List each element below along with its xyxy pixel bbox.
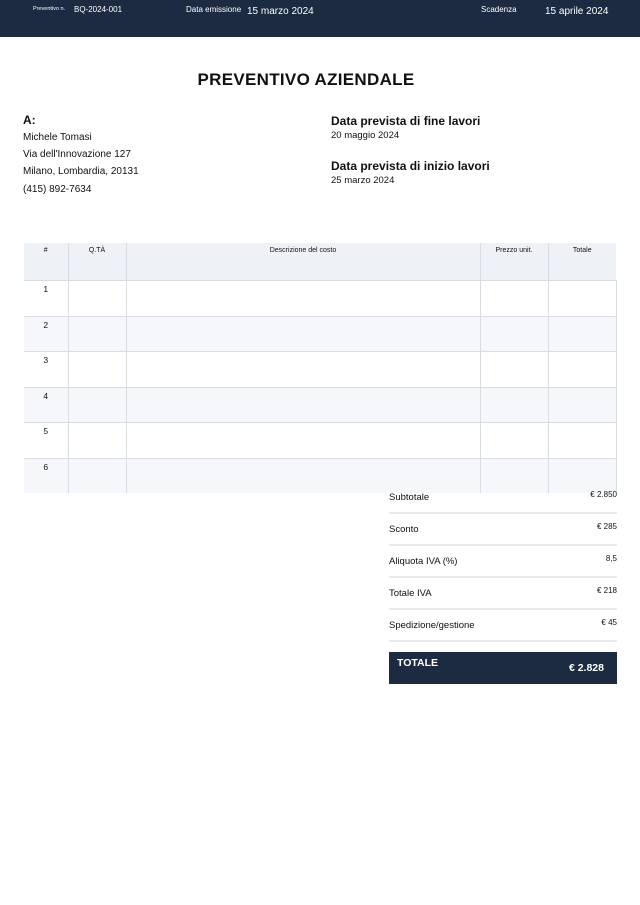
start-date-label: Data prevista di inizio lavori bbox=[331, 159, 490, 173]
row-quantity[interactable] bbox=[68, 316, 126, 352]
issue-date-label: Data emissione bbox=[186, 5, 242, 14]
vat-rate-label: Aliquota IVA (%) bbox=[389, 556, 458, 567]
row-unit-price[interactable] bbox=[480, 316, 548, 352]
page-title: PREVENTIVO AZIENDALE bbox=[197, 70, 415, 89]
table-row bbox=[24, 423, 616, 459]
table-row bbox=[24, 316, 616, 352]
recipient-address-line2: Milano, Lombardia, 20131 bbox=[23, 166, 139, 177]
subtotal-row bbox=[389, 480, 617, 514]
col-header-quantity: Q.TÀ bbox=[68, 243, 126, 281]
row-unit-price[interactable] bbox=[480, 423, 548, 459]
row-number: 2 bbox=[24, 316, 68, 352]
row-quantity[interactable] bbox=[68, 423, 126, 459]
vat-rate-value: 8,5 bbox=[605, 554, 617, 563]
vat-total-row bbox=[389, 576, 617, 610]
row-description[interactable] bbox=[126, 387, 480, 423]
row-number: 1 bbox=[24, 281, 68, 317]
table-row bbox=[24, 352, 616, 388]
shipping-label: Spedizione/gestione bbox=[389, 620, 475, 631]
row-number: 5 bbox=[24, 423, 68, 459]
row-quantity[interactable] bbox=[68, 458, 126, 493]
due-date-value: 15 aprile 2024 bbox=[545, 6, 609, 17]
col-header-total: Totale bbox=[548, 243, 616, 281]
line-items-table bbox=[24, 243, 617, 493]
recipient-label: A: bbox=[23, 113, 36, 127]
issue-date-value: 15 marzo 2024 bbox=[247, 6, 314, 17]
row-quantity[interactable] bbox=[68, 281, 126, 317]
recipient-address-line1: Via dell'Innovazione 127 bbox=[23, 149, 131, 160]
recipient-phone: (415) 892-7634 bbox=[23, 184, 92, 195]
row-unit-price[interactable] bbox=[480, 352, 548, 388]
shipping-row bbox=[389, 608, 617, 642]
table-row bbox=[24, 387, 616, 423]
row-description[interactable] bbox=[126, 281, 480, 317]
subtotal-label: Subtotale bbox=[389, 492, 430, 503]
grand-total-box bbox=[389, 652, 617, 684]
row-total bbox=[548, 281, 616, 317]
row-description[interactable] bbox=[126, 316, 480, 352]
discount-value: € 285 bbox=[596, 522, 617, 531]
start-date-value: 25 marzo 2024 bbox=[331, 175, 395, 186]
end-date-label: Data prevista di fine lavori bbox=[331, 114, 481, 128]
quote-number-value: BQ-2024-001 bbox=[74, 5, 123, 14]
subtotal-value: € 2.850 bbox=[590, 490, 617, 499]
row-total bbox=[548, 352, 616, 388]
row-unit-price[interactable] bbox=[480, 387, 548, 423]
row-quantity[interactable] bbox=[68, 352, 126, 388]
shipping-value: € 45 bbox=[601, 618, 617, 627]
row-description[interactable] bbox=[126, 352, 480, 388]
col-header-unit-price: Prezzo unit. bbox=[480, 243, 548, 281]
row-total bbox=[548, 423, 616, 459]
row-number: 4 bbox=[24, 387, 68, 423]
vat-total-value: € 218 bbox=[596, 586, 617, 595]
recipient-name: Michele Tomasi bbox=[23, 132, 92, 143]
vat-total-label: Totale IVA bbox=[389, 588, 432, 599]
col-header-number: # bbox=[24, 243, 68, 281]
end-date-value: 20 maggio 2024 bbox=[331, 130, 400, 141]
table-row bbox=[24, 281, 616, 317]
row-number: 6 bbox=[24, 458, 68, 493]
row-quantity[interactable] bbox=[68, 387, 126, 423]
vat-rate-row bbox=[389, 544, 617, 578]
quote-number-label: Preventivo n. bbox=[33, 6, 66, 12]
row-total bbox=[548, 387, 616, 423]
discount-row bbox=[389, 512, 617, 546]
header-bar bbox=[0, 0, 640, 37]
due-date-label: Scadenza bbox=[481, 5, 517, 14]
grand-total-value: € 2.828 bbox=[568, 662, 604, 674]
row-total bbox=[548, 316, 616, 352]
table-header-row bbox=[24, 243, 616, 281]
grand-total-label: TOTALE bbox=[397, 657, 439, 669]
row-description[interactable] bbox=[126, 423, 480, 459]
row-unit-price[interactable] bbox=[480, 281, 548, 317]
discount-label: Sconto bbox=[389, 524, 419, 535]
col-header-description: Descrizione del costo bbox=[126, 243, 480, 281]
row-number: 3 bbox=[24, 352, 68, 388]
